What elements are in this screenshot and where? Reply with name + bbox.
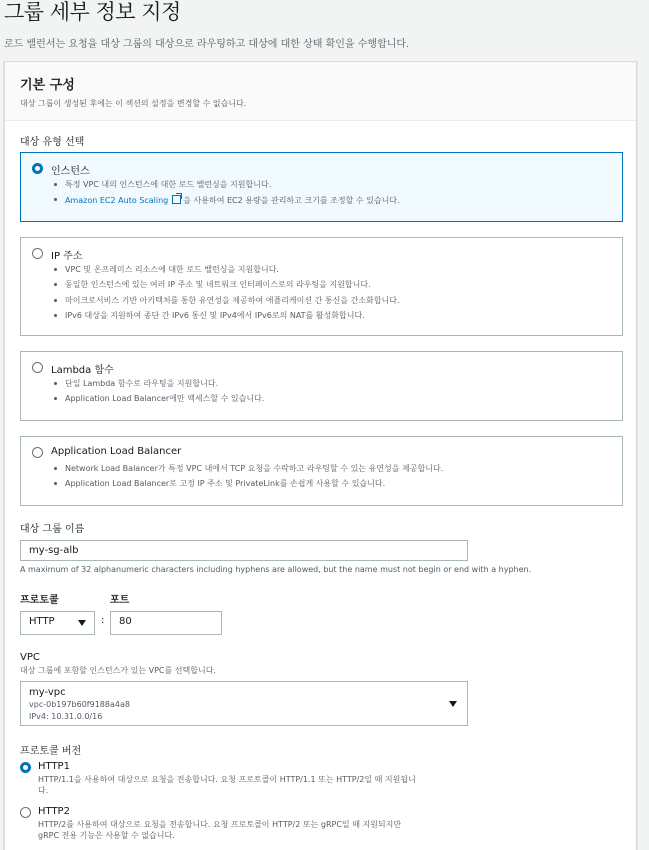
radio-instances[interactable]	[32, 163, 43, 174]
bullet: 마이크로서비스 기반 아키텍처를 통한 유연성을 제공하여 애플리케이션 간 통신을 간소화합니다.	[65, 295, 400, 310]
radio-alb[interactable]	[32, 447, 43, 458]
bullet: Application Load Balancer에만 액세스할 수 있습니다.	[65, 393, 264, 408]
target-group-name-input[interactable]: my-sg-alb	[20, 540, 468, 561]
tile-title: 인스턴스	[51, 166, 90, 177]
radio-ip[interactable]	[32, 248, 43, 259]
port-input[interactable]: 80	[110, 611, 222, 635]
protocol-port-separator: :	[101, 615, 105, 626]
http2-desc-line1: HTTP/2를 사용하여 대상으로 요청을 전송합니다. 요청 프로토콜이 HTTP/2 또는 gRPC일 때 지원되지만	[38, 820, 402, 829]
vpc-description: 대상 그룹에 포함할 인스턴스가 있는 VPC를 선택합니다.	[20, 666, 216, 675]
vpc-ipv4: IPv4: 10.31.0.0/16	[29, 712, 103, 721]
vpc-name: my-vpc	[29, 687, 66, 698]
protocol-version-label: 프로토콜 버전	[20, 746, 82, 757]
page-description: 로드 밸런서는 요청을 대상 그룹의 대상으로 라우팅하고 대상에 대한 상태 확인을 수행합니다.	[4, 39, 410, 50]
tile-title: Lambda 함수	[51, 365, 114, 376]
vpc-label: VPC	[20, 652, 40, 663]
external-link-icon[interactable]	[172, 195, 181, 204]
target-type-instances-tile[interactable]	[20, 152, 623, 222]
port-label: 포트	[110, 595, 130, 606]
http2-title: HTTP2	[38, 806, 70, 817]
tile-title: IP 주소	[51, 251, 83, 262]
bullet: IPv6 대상을 지원하여 종단 간 IPv6 통신 및 IPv4에서 IPv6로의 NAT를 활성화합니다.	[65, 310, 400, 325]
bullet: VPC 및 온프레미스 리소스에 대한 로드 밸런싱을 지원합니다.	[65, 264, 400, 279]
basic-config-panel	[4, 61, 637, 850]
protocol-label: 프로토콜	[20, 595, 59, 606]
target-type-lambda-tile[interactable]	[20, 351, 623, 421]
target-group-name-label: 대상 그룹 이름	[20, 524, 85, 535]
bullet-text: 을 사용하여 EC2 용량을 관리하고 크기를 조정할 수 있습니다.	[183, 196, 400, 206]
http1-desc-line2: 다.	[38, 786, 49, 795]
http2-desc-line2: gRPC 전용 기능은 사용할 수 없습니다.	[38, 831, 175, 840]
caret-down-icon	[78, 620, 86, 626]
radio-lambda[interactable]	[32, 362, 43, 373]
tile-bullets	[65, 264, 400, 326]
panel-title: 기본 구성	[20, 78, 75, 93]
target-type-label: 대상 유형 선택	[20, 137, 85, 148]
bullet: 특정 VPC 내의 인스턴스에 대한 로드 밸런싱을 지원합니다.	[65, 179, 400, 194]
http1-title: HTTP1	[38, 761, 70, 772]
tile-title: Application Load Balancer	[51, 446, 182, 457]
target-type-ip-tile[interactable]	[20, 237, 623, 336]
target-group-name-hint: A maximum of 32 alphanumeric characters including hyphens are allowed, but the name must not begin or end with a hyphen.	[20, 565, 532, 574]
vpc-select[interactable]	[20, 681, 468, 726]
radio-http2[interactable]	[20, 807, 31, 818]
page-title: 그룹 세부 정보 지정	[4, 0, 181, 24]
bullet: 동일한 인스턴스에 있는 여러 IP 주소 및 네트워크 인터페이스로의 라우팅을 지원합니다.	[65, 279, 400, 294]
bullet: Application Load Balancer로 고정 IP 주소 및 PrivateLink를 손쉽게 사용할 수 있습니다.	[65, 478, 443, 493]
tile-bullets	[65, 463, 443, 494]
bullet: Network Load Balancer가 특정 VPC 내에서 TCP 요청을 수락하고 라우팅할 수 있는 유연성을 제공합니다.	[65, 463, 443, 478]
protocol-value: HTTP	[29, 616, 55, 627]
tile-bullets	[65, 378, 264, 409]
bullet: 단일 Lambda 함수로 라우팅을 지원합니다.	[65, 378, 264, 393]
panel-subtitle: 대상 그룹이 생성된 후에는 이 섹션의 설정을 변경할 수 없습니다.	[20, 99, 247, 108]
http1-desc-line1: HTTP/1.1을 사용하여 대상으로 요청을 전송합니다. 요청 프로토콜이 HTTP/1.1 또는 HTTP/2일 때 지원됩니	[38, 775, 416, 784]
caret-down-icon	[449, 701, 457, 707]
vpc-id: vpc-0b197b60f9188a4a8	[29, 700, 130, 709]
protocol-select[interactable]	[20, 611, 95, 635]
panel-header	[5, 62, 636, 121]
bullet	[65, 194, 400, 209]
target-type-alb-tile[interactable]	[20, 436, 623, 506]
tile-bullets	[65, 179, 400, 210]
radio-http1[interactable]	[20, 762, 31, 773]
ec2-auto-scaling-link[interactable]: Amazon EC2 Auto Scaling	[65, 196, 169, 206]
